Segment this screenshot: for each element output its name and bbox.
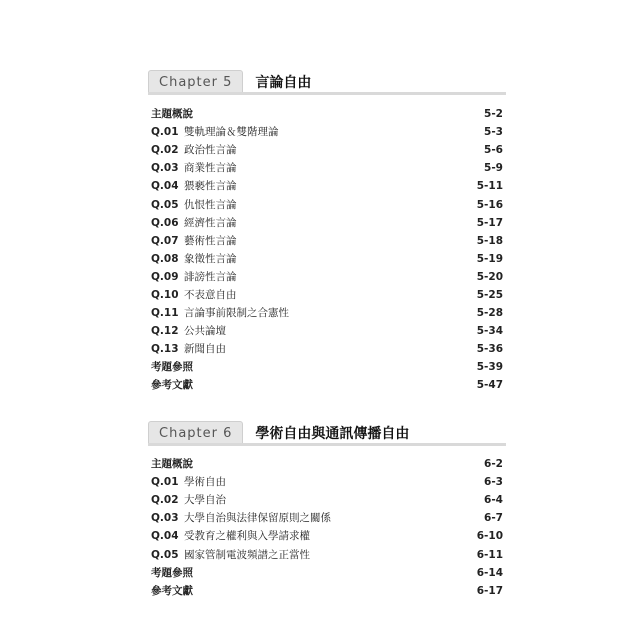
question-number: Q.01 [151,126,179,139]
chapter-tab: Chapter 5 [148,70,243,94]
page-number: 5-2 [484,108,503,121]
chapter-title: 學術自由與通訊傳播自由 [255,426,410,442]
page-number: 5-36 [476,343,503,356]
entry-title: 受教育之權利與入學請求權 [184,530,310,543]
entry-title: 大學自治 [184,494,226,507]
question-number: Q.04 [151,530,179,543]
question-number: Q.05 [151,198,179,211]
toc-entry-text [151,105,193,123]
chapter-title: 言論自由 [255,75,312,91]
entry-title: 大學自治與法律保留原則之關係 [184,512,331,525]
question-number: Q.02 [151,494,179,507]
toc-entry[interactable] [151,268,503,286]
entry-title: 商業性言論 [184,162,237,175]
question-number: Q.08 [151,252,179,265]
toc-entry[interactable] [151,322,503,340]
chapter-divider [148,443,506,446]
page-number: 5-25 [476,288,503,301]
toc-entry[interactable] [151,159,503,177]
page-number: 5-39 [476,361,503,374]
toc-entry-text [151,473,226,491]
entry-title: 言論事前限制之合憲性 [184,307,289,320]
toc-entry[interactable] [151,527,503,545]
question-number: Q.06 [151,216,179,229]
entry-title: 國家管制電波頻譜之正當性 [184,548,310,561]
chapter-6-header [148,421,506,445]
toc-entry[interactable] [151,582,503,600]
page-number: 5-3 [484,126,503,139]
question-number: Q.13 [151,343,179,356]
toc-entry[interactable] [151,250,503,268]
chapter-6-toc [151,455,503,600]
question-number: Q.11 [151,307,179,320]
entry-title: 學術自由 [184,476,226,489]
toc-entry[interactable] [151,491,503,509]
toc-entry-text [151,177,237,195]
entry-title: 參考文獻 [151,584,193,597]
page-number: 5-20 [476,270,503,283]
page-number: 5-18 [476,234,503,247]
entry-title: 公共論壇 [184,325,226,338]
page-number: 5-9 [484,162,503,175]
toc-entry[interactable] [151,358,503,376]
question-number: Q.05 [151,548,179,561]
page-number: 6-7 [484,512,503,525]
page-number: 5-11 [476,180,503,193]
entry-title: 新聞自由 [184,343,226,356]
question-number: Q.12 [151,325,179,338]
toc-entry-text [151,340,226,358]
toc-entry-text [151,582,193,600]
toc-entry-text [151,455,193,473]
page-number: 5-34 [476,325,503,338]
entry-title: 參考文獻 [151,379,193,392]
toc-entry-text [151,509,331,527]
toc-entry-text [151,286,237,304]
toc-entry-text [151,322,226,340]
entry-title: 仇恨性言論 [184,198,237,211]
entry-title: 考題參照 [151,566,193,579]
toc-entry[interactable] [151,123,503,141]
question-number: Q.03 [151,162,179,175]
page-number: 6-11 [476,548,503,561]
page-number: 6-10 [476,530,503,543]
toc-entry[interactable] [151,509,503,527]
toc-entry-text [151,123,279,141]
toc-entry-text [151,141,237,159]
question-number: Q.10 [151,288,179,301]
entry-title: 考題參照 [151,361,193,374]
toc-entry-text [151,546,310,564]
page-number: 5-47 [476,379,503,392]
entry-title: 象徵性言論 [184,252,237,265]
toc-entry-text [151,232,237,250]
toc-entry[interactable] [151,340,503,358]
toc-entry[interactable] [151,286,503,304]
toc-entry[interactable] [151,376,503,394]
toc-entry[interactable] [151,214,503,232]
page-number: 5-19 [476,252,503,265]
chapter-tab: Chapter 6 [148,421,243,445]
toc-entry-text [151,376,193,394]
entry-title: 不表意自由 [184,288,237,301]
toc-entry[interactable] [151,564,503,582]
page-number: 6-4 [484,494,503,507]
page-number: 5-17 [476,216,503,229]
page-number: 6-2 [484,458,503,471]
chapter-divider [148,92,506,95]
page-number: 6-14 [476,566,503,579]
entry-title: 主題概說 [151,108,193,121]
toc-entry-text [151,527,310,545]
toc-entry-text [151,214,237,232]
toc-entry[interactable] [151,105,503,123]
toc-entry-text [151,304,289,322]
toc-entry[interactable] [151,304,503,322]
toc-entry-text [151,491,226,509]
toc-entry[interactable] [151,177,503,195]
entry-title: 雙軌理論＆雙階理論 [184,126,279,139]
toc-entry-text [151,196,237,214]
entry-title: 誹謗性言論 [184,270,237,283]
toc-entry-text [151,250,237,268]
question-number: Q.02 [151,144,179,157]
entry-title: 猥褻性言論 [184,180,237,193]
question-number: Q.03 [151,512,179,525]
chapter-5-header [148,70,506,94]
entry-title: 政治性言論 [184,144,237,157]
page-number: 5-16 [476,198,503,211]
question-number: Q.07 [151,234,179,247]
question-number: Q.04 [151,180,179,193]
toc-entry[interactable] [151,455,503,473]
entry-title: 主題概說 [151,458,193,471]
page-number: 6-17 [476,584,503,597]
toc-entry-text [151,159,237,177]
chapter-5-toc [151,105,503,395]
question-number: Q.09 [151,270,179,283]
toc-entry-text [151,564,193,582]
toc-entry[interactable] [151,545,503,563]
entry-title: 藝術性言論 [184,234,237,247]
toc-entry[interactable] [151,473,503,491]
question-number: Q.01 [151,476,179,489]
toc-entry[interactable] [151,195,503,213]
toc-entry[interactable] [151,232,503,250]
toc-entry[interactable] [151,141,503,159]
page-number: 6-3 [484,476,503,489]
page-number: 5-6 [484,144,503,157]
toc-entry-text [151,268,237,286]
page-number: 5-28 [476,307,503,320]
toc-entry-text [151,358,193,376]
entry-title: 經濟性言論 [184,216,237,229]
